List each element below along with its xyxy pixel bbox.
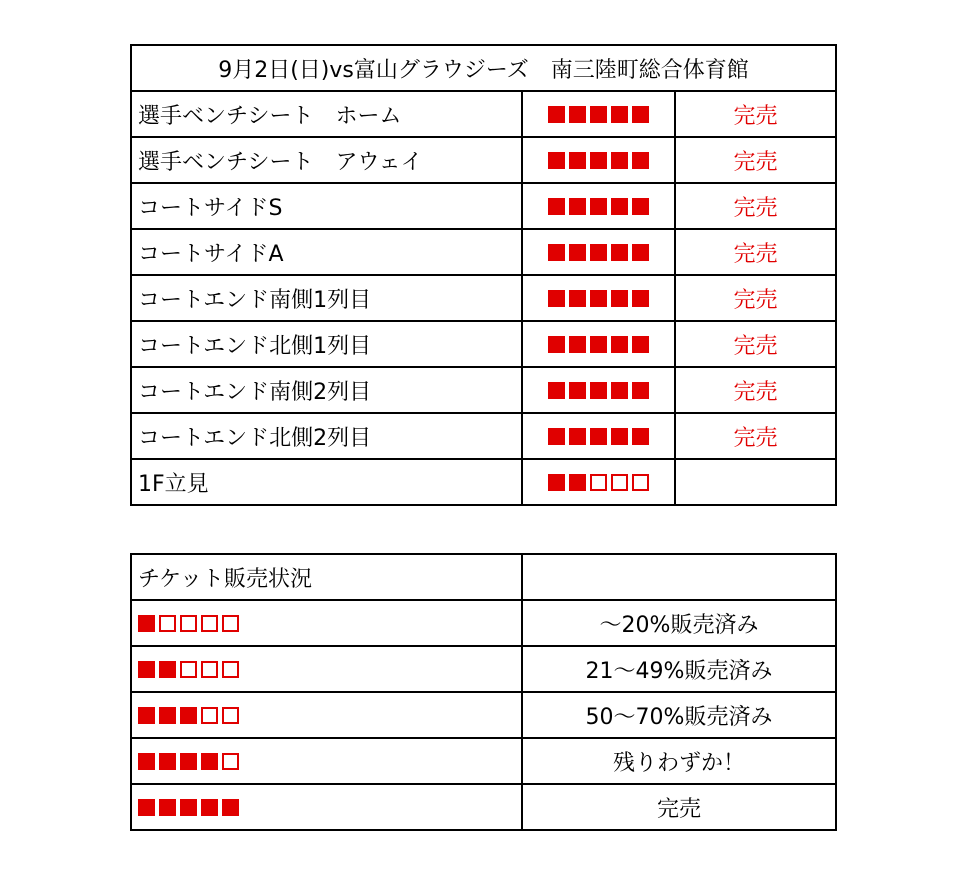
empty-square-icon [222, 615, 239, 632]
seat-sales-level [522, 321, 675, 367]
filled-square-icon [138, 707, 155, 724]
seat-name: コートエンド南側2列目 [131, 367, 522, 413]
seat-status: 完売 [675, 183, 836, 229]
table-row [131, 692, 836, 738]
seat-sales-level [522, 91, 675, 137]
empty-square-icon [159, 615, 176, 632]
filled-square-icon [590, 428, 607, 445]
filled-square-icon [569, 244, 586, 261]
filled-square-icon [138, 661, 155, 678]
filled-square-icon [569, 382, 586, 399]
legend-header-row [131, 554, 836, 600]
filled-square-icon [569, 336, 586, 353]
seat-name: コートエンド北側2列目 [131, 413, 522, 459]
seat-name: 選手ベンチシート ホーム [131, 91, 522, 137]
filled-square-icon [138, 799, 155, 816]
legend-label: 完売 [522, 784, 836, 830]
table-row [131, 738, 836, 784]
empty-square-icon [180, 615, 197, 632]
seat-sales-level [522, 183, 675, 229]
filled-square-icon [201, 753, 218, 770]
filled-square-icon [159, 753, 176, 770]
seat-status: 完売 [675, 229, 836, 275]
filled-square-icon [548, 152, 565, 169]
empty-square-icon [201, 661, 218, 678]
empty-square-icon [590, 474, 607, 491]
filled-square-icon [548, 382, 565, 399]
filled-square-icon [632, 106, 649, 123]
filled-square-icon [159, 799, 176, 816]
filled-square-icon [569, 474, 586, 491]
legend-sales-level [131, 784, 522, 830]
empty-square-icon [222, 753, 239, 770]
seat-sales-level [522, 137, 675, 183]
filled-square-icon [611, 198, 628, 215]
filled-square-icon [611, 106, 628, 123]
seat-status: 完売 [675, 137, 836, 183]
sales-level-indicator [138, 661, 515, 678]
seat-sales-level [522, 367, 675, 413]
filled-square-icon [632, 244, 649, 261]
filled-square-icon [180, 799, 197, 816]
empty-square-icon [222, 707, 239, 724]
table-row [131, 784, 836, 830]
table-row [131, 229, 836, 275]
table-title-row [131, 45, 836, 91]
filled-square-icon [590, 382, 607, 399]
legend-sales-level [131, 738, 522, 784]
filled-square-icon [632, 152, 649, 169]
seat-status-table [130, 44, 837, 506]
filled-square-icon [590, 152, 607, 169]
filled-square-icon [590, 244, 607, 261]
filled-square-icon [548, 290, 565, 307]
filled-square-icon [569, 290, 586, 307]
filled-square-icon [611, 428, 628, 445]
seat-name: コートエンド南側1列目 [131, 275, 522, 321]
legend-label: 21～49%販売済み [522, 646, 836, 692]
filled-square-icon [569, 198, 586, 215]
sales-level-indicator [529, 152, 668, 169]
seat-status [675, 459, 836, 505]
table-row [131, 459, 836, 505]
sales-level-indicator [529, 474, 668, 491]
filled-square-icon [569, 152, 586, 169]
table-row [131, 600, 836, 646]
filled-square-icon [611, 382, 628, 399]
filled-square-icon [548, 198, 565, 215]
filled-square-icon [548, 336, 565, 353]
seat-name: 1F立見 [131, 459, 522, 505]
filled-square-icon [222, 799, 239, 816]
seat-status: 完売 [675, 275, 836, 321]
sales-level-indicator [529, 106, 668, 123]
event-title: 9月2日(日)vs富山グラウジーズ 南三陸町総合体育館 [131, 45, 836, 91]
empty-square-icon [222, 661, 239, 678]
filled-square-icon [632, 290, 649, 307]
table-row [131, 275, 836, 321]
filled-square-icon [590, 336, 607, 353]
filled-square-icon [632, 382, 649, 399]
empty-square-icon [201, 615, 218, 632]
seat-status: 完売 [675, 91, 836, 137]
sales-level-indicator [138, 753, 515, 770]
table-row [131, 321, 836, 367]
table-row [131, 91, 836, 137]
empty-square-icon [201, 707, 218, 724]
table-row [131, 646, 836, 692]
filled-square-icon [548, 244, 565, 261]
sales-level-indicator [529, 382, 668, 399]
filled-square-icon [548, 106, 565, 123]
filled-square-icon [611, 152, 628, 169]
empty-square-icon [180, 661, 197, 678]
legend-sales-level [131, 600, 522, 646]
sales-level-indicator [529, 244, 668, 261]
filled-square-icon [590, 106, 607, 123]
filled-square-icon [632, 198, 649, 215]
legend-table [130, 553, 837, 831]
filled-square-icon [632, 428, 649, 445]
filled-square-icon [611, 244, 628, 261]
legend-label: 残りわずか！ [522, 738, 836, 784]
filled-square-icon [590, 290, 607, 307]
seat-status: 完売 [675, 413, 836, 459]
seat-sales-level [522, 459, 675, 505]
filled-square-icon [138, 615, 155, 632]
filled-square-icon [159, 707, 176, 724]
seat-status: 完売 [675, 367, 836, 413]
legend-sales-level [131, 646, 522, 692]
seat-name: コートサイドA [131, 229, 522, 275]
table-row [131, 137, 836, 183]
seat-name: 選手ベンチシート アウェイ [131, 137, 522, 183]
filled-square-icon [611, 290, 628, 307]
seat-name: コートエンド北側1列目 [131, 321, 522, 367]
legend-header: チケット販売状況 [131, 554, 522, 600]
filled-square-icon [569, 428, 586, 445]
sales-level-indicator [529, 428, 668, 445]
seat-name: コートサイドS [131, 183, 522, 229]
filled-square-icon [159, 661, 176, 678]
sales-level-indicator [529, 290, 668, 307]
legend-label: 50～70%販売済み [522, 692, 836, 738]
sales-level-indicator [529, 336, 668, 353]
legend-label: ～20%販売済み [522, 600, 836, 646]
empty-square-icon [632, 474, 649, 491]
filled-square-icon [611, 336, 628, 353]
seat-status: 完売 [675, 321, 836, 367]
filled-square-icon [138, 753, 155, 770]
legend-header-empty [522, 554, 836, 600]
table-row [131, 413, 836, 459]
seat-sales-level [522, 413, 675, 459]
filled-square-icon [632, 336, 649, 353]
empty-square-icon [611, 474, 628, 491]
sales-level-indicator [138, 707, 515, 724]
sales-level-indicator [529, 198, 668, 215]
filled-square-icon [590, 198, 607, 215]
sales-level-indicator [138, 615, 515, 632]
filled-square-icon [180, 753, 197, 770]
filled-square-icon [548, 428, 565, 445]
table-row [131, 183, 836, 229]
filled-square-icon [548, 474, 565, 491]
table-row [131, 367, 836, 413]
seat-sales-level [522, 229, 675, 275]
seat-sales-level [522, 275, 675, 321]
filled-square-icon [201, 799, 218, 816]
sales-level-indicator [138, 799, 515, 816]
legend-sales-level [131, 692, 522, 738]
filled-square-icon [569, 106, 586, 123]
filled-square-icon [180, 707, 197, 724]
